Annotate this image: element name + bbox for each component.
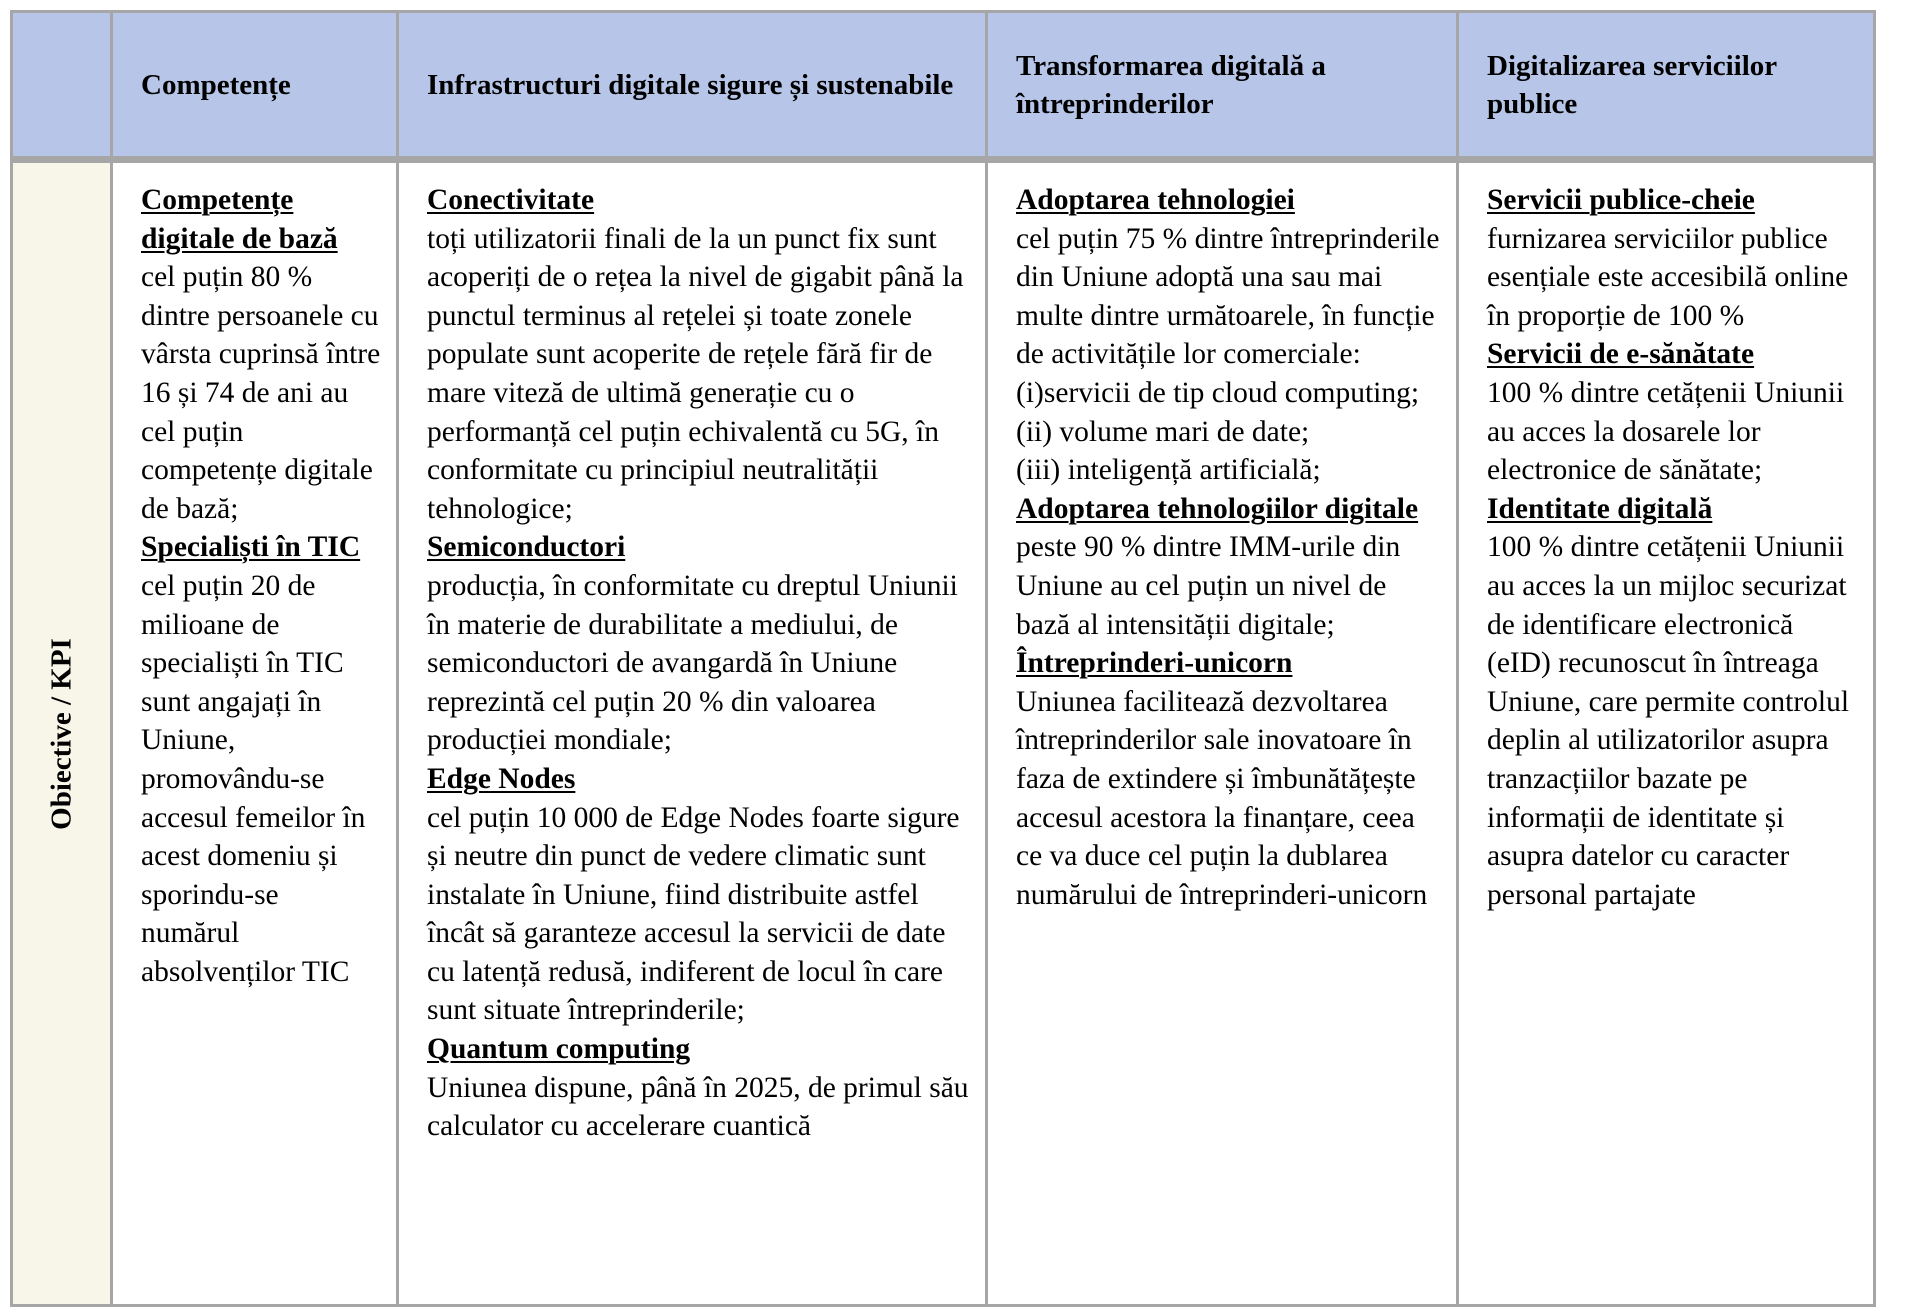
cell-digitalizarea [1459, 163, 1873, 1304]
column-divider [1456, 13, 1459, 1304]
kpi-row [13, 163, 1873, 1304]
kpi-title: Servicii publice-cheie [1487, 184, 1755, 216]
column-header-label: Infrastructuri digitale sigure și sustenabile [427, 68, 954, 101]
kpi-text: peste 90 % dintre IMM-urile din Uniune au cel puțin un nivel de bază al intensității digitale; [1016, 531, 1401, 641]
column-header-label: Transformarea digitală a întreprinderilor [1016, 49, 1326, 120]
header-competente [113, 13, 396, 156]
kpi-text: cel puțin 75 % dintre întreprinderile din Uniune adoptă una sau mai multe dintre următoarele, în funcție de activitățile lor comerciale: (i)servicii de tip cloud computing; (ii) volume mari de date; (iii) inteligență artificială; [1016, 222, 1440, 487]
kpi-table [10, 10, 1876, 1307]
kpi-text: cel puțin 20 de milioane de specialiști în TIC sunt angajați în Uniune, promovându-se accesul femeilor în acest domeniu și sporindu-se numărul absolvenților TIC [141, 569, 366, 988]
column-header-label: Digitalizarea serviciilor publice [1487, 49, 1777, 120]
kpi-text: 100 % dintre cetățenii Uniunii au acces la dosarele lor electronice de sănătate; [1487, 376, 1845, 487]
cell-competente [113, 163, 396, 1304]
column-divider [396, 13, 399, 1304]
kpi-text: cel puțin 10 000 de Edge Nodes foarte sigure și neutre din punct de vedere climatic sunt instalate în Uniune, fiind distribuite astfel încât să garanteze accesul la servicii de date cu latență redusă, indiferent de locul în care sunt situate întreprinderile; [427, 801, 960, 1027]
kpi-title: Semiconductori [427, 531, 626, 564]
kpi-title: Adoptarea tehnologiei [1016, 184, 1295, 216]
kpi-text: Uniunea dispune, până în 2025, de primul său calculator cu accelerare cuantică [427, 1071, 969, 1143]
column-divider [110, 13, 113, 1304]
kpi-title: Identitate digitală [1487, 492, 1713, 525]
kpi-text: furnizarea serviciilor publice esențiale este accesibilă online în proporție de 100 % [1487, 222, 1849, 332]
column-divider [985, 13, 988, 1304]
column-header-label: Competențe [141, 68, 291, 101]
header-transformarea [988, 13, 1456, 156]
kpi-title: Quantum computing [427, 1033, 691, 1066]
kpi-title: Competențe digitale de bază [141, 184, 338, 255]
table-header [13, 13, 1873, 163]
kpi-text: 100 % dintre cetățenii Uniunii au acces la un mijloc securizat de identificare electronică (eID) recunoscut în întreaga Uniune, care permite controlul deplin al utilizatorilor asupra tranzacțiilor bazate pe informații de identitate și asupra datelor cu caracter personal partajate [1487, 531, 1850, 911]
row-label-cell [13, 163, 110, 1304]
row-label: Obiective / KPI [45, 637, 77, 830]
cell-transformarea [988, 163, 1456, 1304]
kpi-text: Uniunea facilitează dezvoltarea întreprinderilor sale inovatoare în faza de extindere și îmbunătățește accesul acestora la finanțare, ceea ce va duce cel puțin la dublarea numărului de întreprinderi-unicorn [1016, 685, 1428, 911]
kpi-text: producția, în conformitate cu dreptul Uniunii în materie de durabilitate a mediului, de semiconductori de avangardă în Uniune reprezintă cel puțin 20 % din valoarea producției mondiale; [427, 569, 958, 757]
kpi-title: Specialiști în TIC [141, 531, 361, 564]
kpi-text: cel puțin 80 % dintre persoanele cu vârsta cuprinsă între 16 și 74 de ani au cel puțin competențe digitale de bază; [141, 261, 381, 525]
header-infrastructuri [399, 13, 985, 156]
kpi-text: toți utilizatorii finali de la un punct fix sunt acoperiți de o rețea la nivel de gigabit până la punctul terminus al rețelei și toate zonele populate sunt acoperite de rețele fără fir de mare viteză de ultimă generație cu o performanță cel puțin echivalentă cu 5G, în conformitate cu principiul neutralității tehnologice; [427, 222, 964, 525]
kpi-title: Servicii de e-sănătate [1487, 338, 1755, 371]
header-corner-cell [13, 13, 110, 156]
cell-infrastructuri [399, 163, 985, 1304]
kpi-title: Adoptarea tehnologiilor digitale [1016, 492, 1419, 525]
header-digitalizarea [1459, 13, 1873, 156]
kpi-title: Întreprinderi-unicorn [1016, 647, 1293, 680]
kpi-title: Edge Nodes [427, 762, 576, 795]
kpi-title: Conectivitate [427, 184, 595, 216]
